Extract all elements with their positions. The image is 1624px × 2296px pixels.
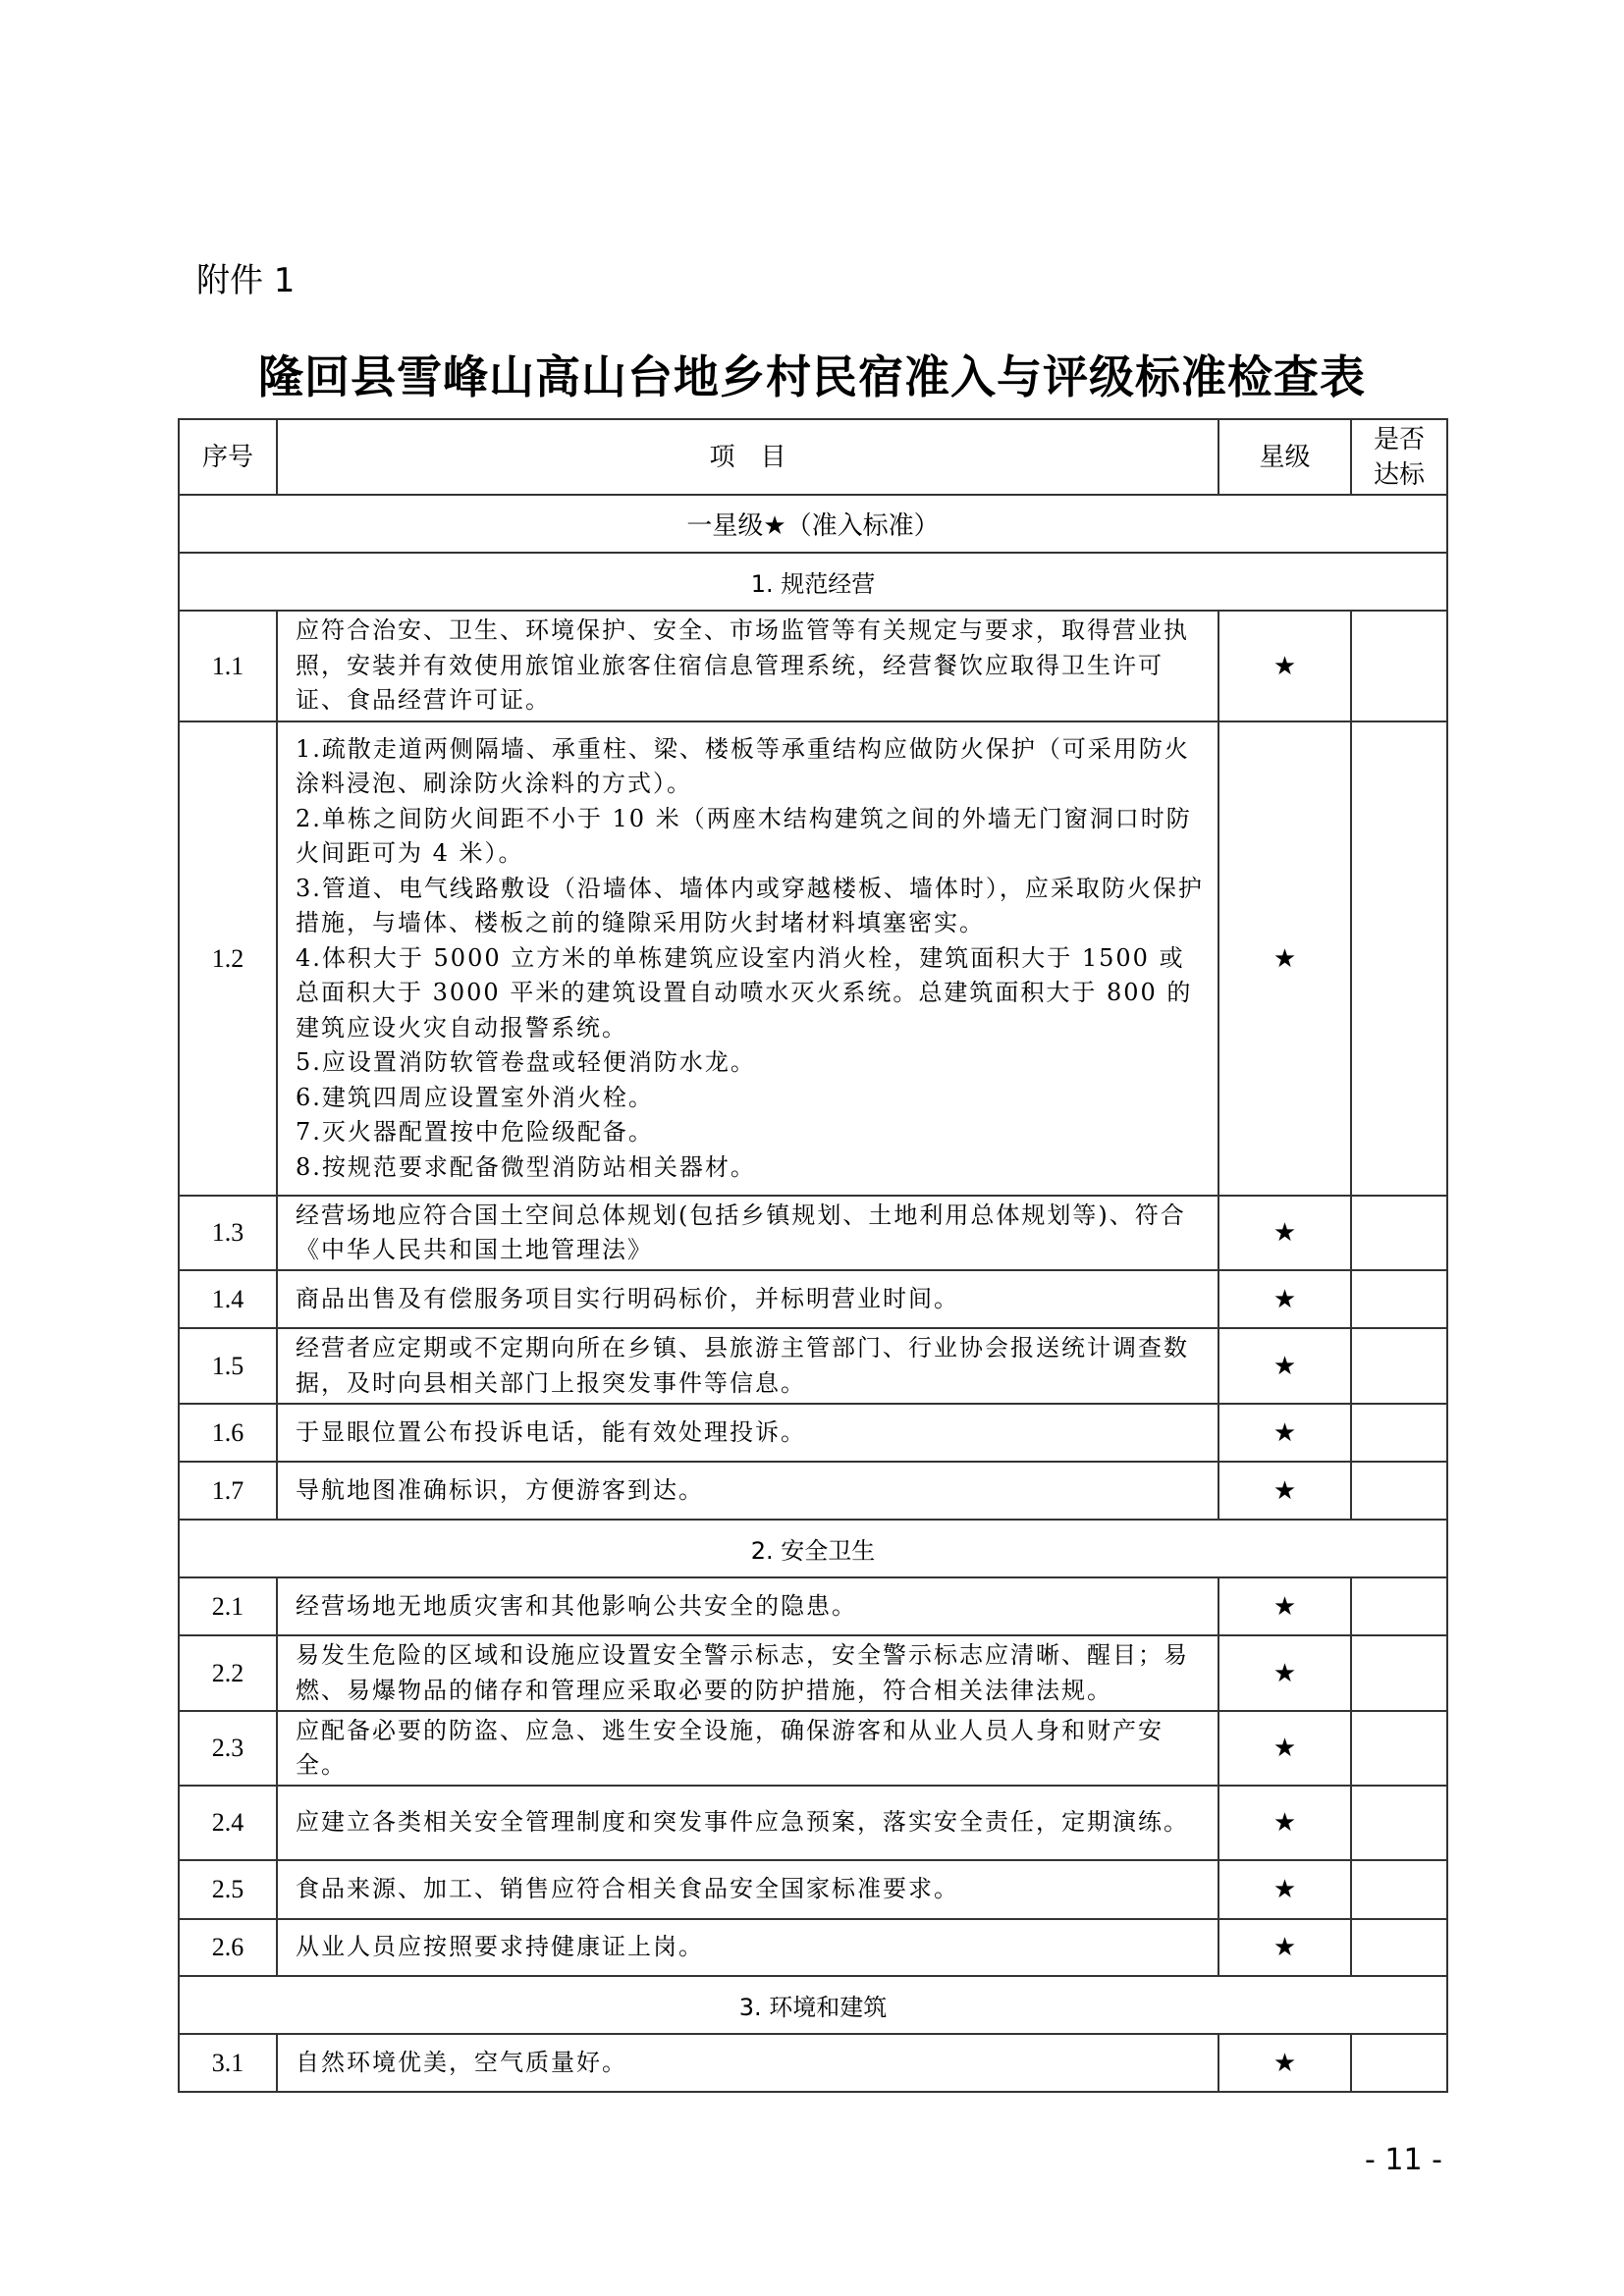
table-row bbox=[179, 1328, 1447, 1404]
header-pass-line1: 是否 bbox=[1373, 424, 1425, 454]
star-rating: ★ bbox=[1218, 1786, 1351, 1860]
row-item bbox=[277, 1328, 1218, 1404]
row-number: 2.1 bbox=[179, 1577, 277, 1635]
pass-check-cell[interactable] bbox=[1351, 1860, 1447, 1919]
row-item bbox=[277, 611, 1218, 721]
row-number: 2.6 bbox=[179, 1919, 277, 1976]
level-title: 一星级★（准入标准） bbox=[179, 495, 1447, 553]
item-text: 于显眼位置公布投诉电话，能有效处理投诉。 bbox=[296, 1417, 806, 1446]
header-pass bbox=[1351, 419, 1447, 495]
star-rating: ★ bbox=[1218, 1270, 1351, 1328]
header-pass-line2: 达标 bbox=[1373, 459, 1425, 490]
pass-check-cell[interactable] bbox=[1351, 1786, 1447, 1860]
row-number: 2.4 bbox=[179, 1786, 277, 1860]
table-row bbox=[179, 1860, 1447, 1919]
table-row bbox=[179, 611, 1447, 721]
item-text: 经营场地应符合国土空间总体规划(包括乡镇规划、土地利用总体规划等)、符合《中华人民共和国土地管理法》 bbox=[296, 1201, 1186, 1263]
table-header-row bbox=[179, 419, 1447, 495]
item-text: 应配备必要的防盗、应急、逃生安全设施，确保游客和从业人员人身和财产安全。 bbox=[296, 1716, 1164, 1779]
table-row bbox=[179, 2034, 1447, 2092]
item-text: 商品出售及有偿服务项目实行明码标价，并标明营业时间。 bbox=[296, 1284, 959, 1312]
row-item bbox=[277, 1196, 1218, 1270]
row-item bbox=[277, 1270, 1218, 1328]
table-row bbox=[179, 721, 1447, 1196]
item-text: 导航地图准确标识，方便游客到达。 bbox=[296, 1475, 704, 1504]
level-row bbox=[179, 495, 1447, 553]
star-rating: ★ bbox=[1218, 1577, 1351, 1635]
row-number: 2.5 bbox=[179, 1860, 277, 1919]
row-item bbox=[277, 1860, 1218, 1919]
pass-check-cell[interactable] bbox=[1351, 721, 1447, 1196]
section-row bbox=[179, 553, 1447, 611]
row-item bbox=[277, 1577, 1218, 1635]
pass-check-cell[interactable] bbox=[1351, 1270, 1447, 1328]
row-number: 3.1 bbox=[179, 2034, 277, 2092]
item-text: 应符合治安、卫生、环境保护、安全、市场监管等有关规定与要求，取得营业执照，安装并有效使用旅馆业旅客住宿信息管理系统，经营餐饮应取得卫生许可证、食品经营许可证。 bbox=[296, 616, 1189, 715]
star-rating: ★ bbox=[1218, 1328, 1351, 1404]
pass-check-cell[interactable] bbox=[1351, 1711, 1447, 1786]
item-text: 4.体积大于 5000 立方米的单栋建筑应设室内消火栓，建筑面积大于 1500 或总面积大于 3000 平米的建筑设置自动喷水灭火系统。总建筑面积大于 800 的建筑应设火灾自动报警系统。 bbox=[296, 943, 1193, 1041]
table-row bbox=[179, 1270, 1447, 1328]
row-item bbox=[277, 1919, 1218, 1976]
pass-check-cell[interactable] bbox=[1351, 1404, 1447, 1462]
header-no: 序号 bbox=[179, 419, 277, 495]
pass-check-cell[interactable] bbox=[1351, 1462, 1447, 1520]
row-item bbox=[277, 1404, 1218, 1462]
pass-check-cell[interactable] bbox=[1351, 1635, 1447, 1711]
item-text: 食品来源、加工、销售应符合相关食品安全国家标准要求。 bbox=[296, 1875, 959, 1903]
row-number: 1.3 bbox=[179, 1196, 277, 1270]
table-row bbox=[179, 1462, 1447, 1520]
row-item bbox=[277, 1635, 1218, 1711]
section-row bbox=[179, 1520, 1447, 1577]
table-row bbox=[179, 1196, 1447, 1270]
item-text: 从业人员应按照要求持健康证上岗。 bbox=[296, 1933, 704, 1961]
item-text: 1.疏散走道两侧隔墙、承重柱、梁、楼板等承重结构应做防火保护（可采用防火涂料浸泡、刷涂防火涂料的方式）。 bbox=[296, 734, 1190, 798]
section-title: 1. 规范经营 bbox=[179, 553, 1447, 611]
star-rating: ★ bbox=[1218, 2034, 1351, 2092]
table-row bbox=[179, 1786, 1447, 1860]
row-number: 1.4 bbox=[179, 1270, 277, 1328]
checklist-table bbox=[178, 418, 1448, 2093]
table-row bbox=[179, 1635, 1447, 1711]
row-item bbox=[277, 721, 1218, 1196]
item-text: 自然环境优美，空气质量好。 bbox=[296, 2048, 627, 2076]
item-text: 6.建筑四周应设置室外消火栓。 bbox=[296, 1083, 654, 1111]
star-rating: ★ bbox=[1218, 1860, 1351, 1919]
table-row bbox=[179, 1577, 1447, 1635]
row-item bbox=[277, 2034, 1218, 2092]
pass-check-cell[interactable] bbox=[1351, 1328, 1447, 1404]
row-item bbox=[277, 1786, 1218, 1860]
pass-check-cell[interactable] bbox=[1351, 1919, 1447, 1976]
header-star: 星级 bbox=[1218, 419, 1351, 495]
row-item bbox=[277, 1711, 1218, 1786]
row-number: 1.2 bbox=[179, 721, 277, 1196]
item-text: 易发生危险的区域和设施应设置安全警示标志，安全警示标志应清晰、醒目；易燃、易爆物品的储存和管理应采取必要的防护措施，符合相关法律法规。 bbox=[296, 1641, 1189, 1704]
section-row bbox=[179, 1976, 1447, 2034]
row-item bbox=[277, 1462, 1218, 1520]
item-text: 7.灭火器配置按中危险级配备。 bbox=[296, 1118, 654, 1147]
item-text: 5.应设置消防软管卷盘或轻便消防水龙。 bbox=[296, 1048, 756, 1077]
star-rating: ★ bbox=[1218, 1635, 1351, 1711]
pass-check-cell[interactable] bbox=[1351, 1577, 1447, 1635]
row-number: 2.2 bbox=[179, 1635, 277, 1711]
section-title: 3. 环境和建筑 bbox=[179, 1976, 1447, 2034]
pass-check-cell[interactable] bbox=[1351, 2034, 1447, 2092]
item-text: 经营者应定期或不定期向所在乡镇、县旅游主管部门、行业协会报送统计调查数据，及时向县相关部门上报突发事件等信息。 bbox=[296, 1334, 1189, 1397]
table-row bbox=[179, 1711, 1447, 1786]
star-rating: ★ bbox=[1218, 1919, 1351, 1976]
item-text: 8.按规范要求配备微型消防站相关器材。 bbox=[296, 1152, 756, 1181]
pass-check-cell[interactable] bbox=[1351, 1196, 1447, 1270]
row-number: 1.6 bbox=[179, 1404, 277, 1462]
row-number: 1.7 bbox=[179, 1462, 277, 1520]
item-text: 经营场地无地质灾害和其他影响公共安全的隐患。 bbox=[296, 1591, 857, 1620]
header-item: 项 目 bbox=[277, 419, 1218, 495]
row-number: 1.1 bbox=[179, 611, 277, 721]
page-number: - 11 - bbox=[1365, 2143, 1442, 2177]
pass-check-cell[interactable] bbox=[1351, 611, 1447, 721]
table-row bbox=[179, 1404, 1447, 1462]
row-number: 2.3 bbox=[179, 1711, 277, 1786]
row-number: 1.5 bbox=[179, 1328, 277, 1404]
star-rating: ★ bbox=[1218, 1196, 1351, 1270]
star-rating: ★ bbox=[1218, 1462, 1351, 1520]
table-row bbox=[179, 1919, 1447, 1976]
item-text: 应建立各类相关安全管理制度和突发事件应急预案，落实安全责任，定期演练。 bbox=[296, 1808, 1189, 1837]
item-text: 2.单栋之间防火间距不小于 10 米（两座木结构建筑之间的外墙无门窗洞口时防火间距可为 4 米）。 bbox=[296, 804, 1192, 868]
annex-label: 附件 1 bbox=[196, 261, 296, 300]
star-rating: ★ bbox=[1218, 611, 1351, 721]
item-text: 3.管道、电气线路敷设（沿墙体、墙体内或穿越楼板、墙体时），应采取防火保护措施，与墙体、楼板之前的缝隙采用防火封堵材料填塞密实。 bbox=[296, 874, 1204, 937]
star-rating: ★ bbox=[1218, 721, 1351, 1196]
section-title: 2. 安全卫生 bbox=[179, 1520, 1447, 1577]
star-rating: ★ bbox=[1218, 1711, 1351, 1786]
star-rating: ★ bbox=[1218, 1404, 1351, 1462]
document-title: 隆回县雪峰山高山台地乡村民宿准入与评级标准检查表 bbox=[258, 350, 1366, 403]
